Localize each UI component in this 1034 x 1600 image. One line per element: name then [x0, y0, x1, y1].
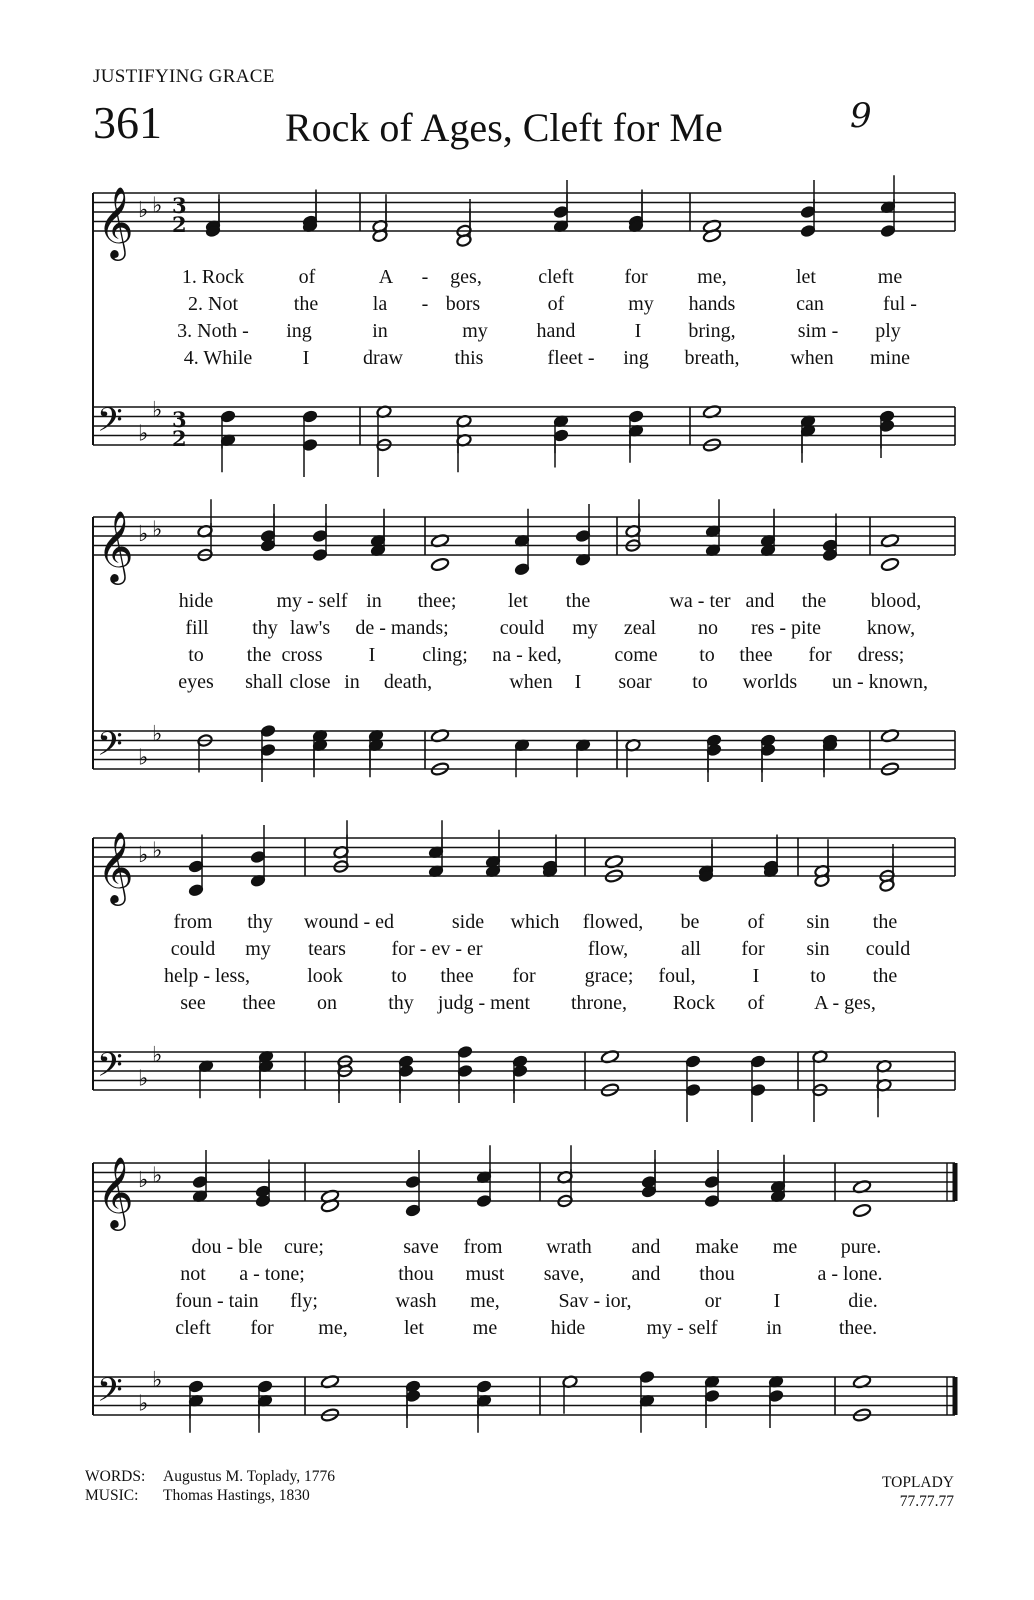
lyric-syllable: in: [344, 671, 360, 693]
lyric-syllable: ges,: [450, 266, 482, 288]
lyric-syllable: death,: [383, 671, 433, 693]
lyric-syllable: sim -: [797, 320, 839, 342]
lyric-syllable: for: [808, 644, 832, 666]
lyric-syllable: me,: [470, 1290, 500, 1312]
words-author: Augustus M. Toplady, 1776: [163, 1468, 336, 1485]
key-flat-icon: ♭: [152, 1163, 163, 1189]
lyric-syllable: sin: [806, 938, 830, 960]
lyric-syllable: let: [404, 1317, 424, 1339]
lyric-syllable: my - self: [646, 1317, 718, 1339]
lyric-syllable: fly;: [290, 1290, 318, 1312]
lyric-syllable: cure;: [284, 1236, 324, 1258]
lyric-syllable: fleet -: [547, 347, 595, 369]
lyric-syllable: me: [472, 1317, 498, 1339]
lyric-syllable: let: [508, 590, 528, 612]
lyric-syllable: draw: [363, 347, 403, 369]
lyric-syllable: when: [509, 671, 553, 693]
lyric-syllable: of: [298, 266, 316, 288]
lyric-syllable: the: [801, 590, 827, 612]
lyric-syllable: the: [565, 590, 591, 612]
lyric-syllable: side: [451, 911, 485, 933]
lyric-syllable: could: [170, 938, 216, 960]
whole-note: [852, 1203, 871, 1218]
key-flat-icon: ♭: [138, 1168, 149, 1193]
key-flat-icon: ♭: [138, 421, 149, 447]
lyric-syllable: let: [796, 266, 816, 288]
lyric-syllable: flow,: [587, 938, 629, 960]
lyric-syllable: 1. Rock: [181, 266, 245, 288]
lyric-syllable: fill: [185, 617, 209, 639]
lyric-syllable: come: [614, 644, 658, 666]
lyric-syllable: pure.: [840, 1236, 882, 1258]
lyric-syllable: na - ked,: [492, 644, 562, 666]
music-composer: Thomas Hastings, 1830: [163, 1487, 310, 1504]
hymn-title: Rock of Ages, Cleft for Me: [285, 105, 723, 150]
lyric-syllable: my: [462, 320, 488, 342]
time-signature-bottom: 2: [172, 426, 187, 451]
lyric-syllable: of: [747, 992, 765, 1014]
lyric-syllable: I: [574, 671, 582, 693]
bass-clef-icon: 𝄢: [97, 1371, 123, 1418]
lyric-syllable: and: [745, 590, 775, 612]
hymn-number: 361: [93, 97, 162, 148]
lyric-syllable: could: [865, 938, 911, 960]
key-flat-icon: ♭: [138, 1391, 149, 1417]
lyric-syllable: 2. Not: [188, 293, 238, 315]
lyric-syllable: A - ges,: [814, 992, 876, 1014]
lyric-syllable: see: [180, 992, 206, 1014]
lyric-syllable: of: [747, 911, 765, 933]
lyric-syllable: from: [173, 911, 213, 933]
lyric-syllable: thee: [440, 965, 474, 987]
lyric-syllable: wrath: [546, 1236, 592, 1258]
lyric-syllable: wound - ed: [304, 911, 394, 933]
lyric-syllable: cleft: [538, 266, 574, 288]
lyric-syllable: wash: [395, 1290, 437, 1312]
key-flat-icon: ♭: [152, 193, 163, 219]
lyric-syllable: must: [465, 1263, 505, 1285]
lyric-syllable: die.: [848, 1290, 878, 1312]
key-flat-icon: ♭: [152, 1042, 163, 1068]
lyric-syllable: 4. While: [183, 347, 253, 369]
lyric-syllable: help - less,: [163, 965, 251, 987]
lyric-syllable: sin: [806, 911, 830, 933]
lyric-syllable: I: [368, 644, 376, 666]
lyric-syllable: this: [454, 347, 484, 369]
lyric-syllable: no: [698, 617, 718, 639]
lyric-syllable: I: [634, 320, 642, 342]
bass-clef-icon: 𝄢: [97, 1046, 123, 1093]
lyric-syllable: hide: [550, 1317, 586, 1339]
lyric-syllable: thy: [388, 992, 414, 1014]
lyric-syllable: for: [512, 965, 536, 987]
lyric-syllable: de - mands;: [355, 617, 449, 639]
lyric-syllable: when: [790, 347, 834, 369]
lyric-syllable: for - ev - er: [391, 938, 483, 960]
lyric-syllable: to: [692, 671, 708, 693]
lyric-syllable: thou: [398, 1263, 434, 1285]
treble-clef-icon: 𝄞: [97, 185, 134, 258]
lyric-syllable: blood,: [870, 590, 922, 612]
lyric-syllable: me: [877, 266, 903, 288]
handwritten-note: 9: [850, 96, 872, 136]
key-flat-icon: ♭: [152, 397, 163, 423]
key-flat-icon: ♭: [152, 838, 163, 864]
credits: [85, 1467, 335, 1505]
lyric-syllable: dou - ble: [191, 1236, 263, 1258]
lyric-syllable: thee: [739, 644, 773, 666]
lyric-syllable: A: [378, 266, 394, 288]
lyric-syllable: mine: [870, 347, 910, 369]
lyric-syllable: or: [704, 1290, 722, 1312]
lyric-syllable: the: [246, 644, 272, 666]
lyric-syllable: Rock: [672, 992, 716, 1014]
key-flat-icon: ♭: [152, 1367, 163, 1393]
lyric-syllable: thee.: [838, 1317, 878, 1339]
lyric-syllable: thy: [252, 617, 278, 639]
lyric-syllable: zeal: [623, 617, 657, 639]
lyric-syllable: cling;: [422, 644, 468, 666]
lyric-syllable: cross: [281, 644, 323, 666]
section-label: JUSTIFYING GRACE: [93, 66, 275, 87]
tune-info: [868, 1473, 954, 1511]
lyric-syllable: thee;: [417, 590, 457, 612]
lyric-syllable: worlds: [742, 671, 798, 693]
lyric-syllable: I: [302, 347, 310, 369]
lyric-syllable: be: [680, 911, 700, 933]
words-label: WORDS:: [85, 1468, 146, 1485]
lyric-syllable: me,: [318, 1317, 348, 1339]
lyric-syllable: bors: [445, 293, 481, 315]
key-flat-icon: ♭: [138, 198, 149, 223]
lyric-syllable: I: [773, 1290, 781, 1312]
tune-name: TOPLADY: [881, 1474, 954, 1491]
lyric-syllable: hide: [178, 590, 214, 612]
lyric-syllable: to: [699, 644, 715, 666]
lyric-syllable: la: [372, 293, 388, 315]
lyric-syllable: make: [695, 1236, 739, 1258]
lyric-syllable: eyes: [178, 671, 214, 693]
key-flat-icon: ♭: [138, 1066, 149, 1092]
lyric-syllable: a - tone;: [239, 1263, 305, 1285]
lyric-syllable: tears: [308, 938, 346, 960]
key-flat-icon: ♭: [152, 517, 163, 543]
lyric-syllable: all: [681, 938, 701, 960]
lyric-syllable: to: [188, 644, 204, 666]
lyric-syllable: flowed,: [582, 911, 644, 933]
treble-clef-icon: 𝄞: [97, 509, 134, 582]
lyric-syllable: wa - ter: [669, 590, 731, 612]
lyric-syllable: my: [572, 617, 598, 639]
lyric-syllable: soar: [618, 671, 652, 693]
lyric-syllable: my: [628, 293, 654, 315]
lyric-syllable: can: [796, 293, 824, 315]
lyric-syllable: ful -: [883, 293, 917, 315]
lyric-syllable: which: [510, 911, 560, 933]
lyric-syllable: hands: [688, 293, 736, 315]
lyric-syllable: a - lone.: [817, 1263, 883, 1285]
meter: 77.77.77: [899, 1493, 954, 1510]
lyric-syllable: 3. Noth -: [177, 320, 249, 342]
lyric-syllable: to: [391, 965, 407, 987]
lyric-syllable: res - pite: [751, 617, 821, 639]
treble-clef-icon: 𝄞: [97, 830, 134, 903]
lyric-syllable: for: [741, 938, 765, 960]
lyric-syllable: hand: [536, 320, 576, 342]
lyric-syllable: not: [180, 1263, 206, 1285]
lyric-syllable: from: [463, 1236, 503, 1258]
lyric-syllable: and: [631, 1236, 661, 1258]
lyric-syllable: and: [631, 1263, 661, 1285]
lyric-syllable: ply: [875, 320, 901, 342]
lyric-syllable: for: [250, 1317, 274, 1339]
lyric-syllable: my: [245, 938, 271, 960]
key-flat-icon: ♭: [152, 721, 163, 747]
lyric-syllable: grace;: [584, 965, 634, 987]
lyric-syllable: me,: [697, 266, 727, 288]
music-label: MUSIC:: [85, 1487, 139, 1504]
lyric-syllable: close: [289, 671, 331, 693]
lyric-syllable: know,: [866, 617, 916, 639]
lyric-syllable: foun - tain: [175, 1290, 259, 1312]
time-signature-top: 3: [172, 193, 187, 218]
lyric-syllable: in: [366, 590, 382, 612]
key-flat-icon: ♭: [138, 745, 149, 771]
lyric-syllable: of: [547, 293, 565, 315]
lyric-syllable: dress;: [857, 644, 905, 666]
lyric-syllable: in: [766, 1317, 782, 1339]
lyric-syllable: the: [293, 293, 319, 315]
lyric-syllable: ing: [286, 320, 312, 342]
lyric-syllable: judg - ment: [437, 992, 531, 1014]
lyric-syllable: ing: [623, 347, 649, 369]
lyric-syllable: breath,: [684, 347, 740, 369]
bass-clef-icon: 𝄢: [97, 401, 123, 448]
lyric-syllable: save: [403, 1236, 439, 1258]
music-credit: [85, 1486, 335, 1505]
lyric-syllable: cleft: [175, 1317, 211, 1339]
lyric-syllable: on: [317, 992, 337, 1014]
lyric-syllable: throne,: [570, 992, 628, 1014]
lyric-syllable: in: [372, 320, 388, 342]
key-flat-icon: ♭: [138, 843, 149, 868]
lyric-syllable: thy: [247, 911, 273, 933]
lyric-syllable: law's: [289, 617, 331, 639]
lyric-syllable: foul,: [658, 965, 696, 987]
words-credit: [85, 1467, 335, 1486]
time-signature-top: 3: [172, 407, 187, 432]
lyric-syllable: me: [772, 1236, 798, 1258]
lyric-syllable: for: [624, 266, 648, 288]
lyric-syllable: thee: [242, 992, 276, 1014]
lyric-syllable: shall: [245, 671, 283, 693]
lyric-syllable: look: [307, 965, 343, 987]
lyric-syllable: I: [752, 965, 760, 987]
lyric-syllable: -: [421, 266, 429, 288]
lyric-syllable: Sav - ior,: [558, 1290, 632, 1312]
lyric-syllable: the: [872, 911, 898, 933]
lyric-syllable: thou: [699, 1263, 735, 1285]
lyric-syllable: to: [810, 965, 826, 987]
key-flat-icon: ♭: [138, 522, 149, 547]
bass-clef-icon: 𝄢: [97, 725, 123, 772]
lyric-syllable: save,: [543, 1263, 585, 1285]
time-signature-bottom: 2: [172, 212, 187, 237]
lyric-syllable: could: [499, 617, 545, 639]
lyric-syllable: un - known,: [831, 671, 929, 693]
treble-clef-icon: 𝄞: [97, 1155, 134, 1228]
lyric-syllable: bring,: [688, 320, 736, 342]
lyric-syllable: my - self: [276, 590, 348, 612]
lyric-syllable: the: [872, 965, 898, 987]
lyric-syllable: -: [421, 293, 429, 315]
